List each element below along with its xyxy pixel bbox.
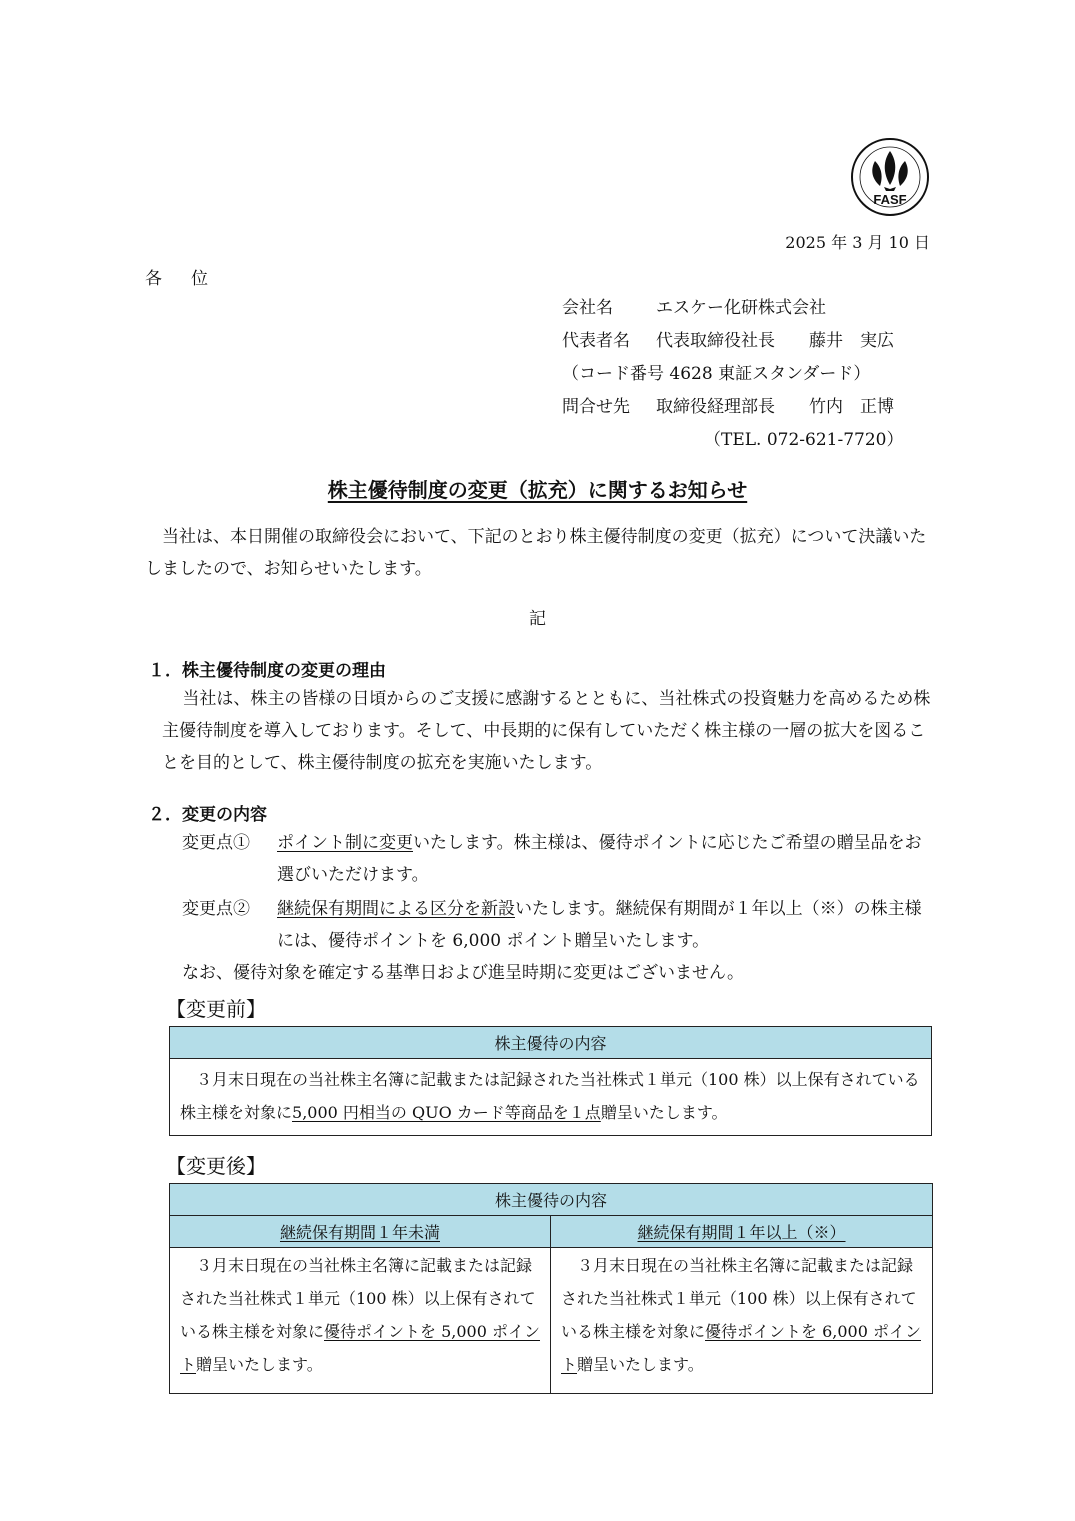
addressee: 各 位 [145,269,214,289]
after-table-header: 株主優待の内容 [170,1184,933,1216]
representative-label: 代表者名 [562,331,630,351]
change2-text: いたします。継続保有期間が１年以上（※）の株主様には、優待ポイントを 6,000 ポイント贈呈いたします。 [277,899,922,951]
contact-tel: （TEL. 072-621-7720） [704,430,904,450]
after-label: 【変更後】 [166,1154,266,1178]
section2-heading: ２．変更の内容 [148,805,267,825]
col1-header-text: 継続保有期間１年未満 [279,1223,440,1242]
logo-text: FASF [873,192,907,207]
issue-date: 2025 年 3 月 10 日 [785,233,930,252]
intro-text: 当社は、本日開催の取締役会において、下記のとおり株主優待制度の変更（拡充）について決議いたしましたので、お知らせいたします。 [145,527,927,579]
before-table-header: 株主優待の内容 [170,1027,932,1059]
after-col2-header [551,1216,933,1248]
col2-text-post: 贈呈いたします。 [577,1355,704,1374]
before-table-cell [170,1059,932,1136]
change2-label: 変更点② [182,899,250,919]
change1-text: いたします。株主様は、優待ポイントに応じたご希望の贈呈品をお選びいただけます。 [277,833,922,885]
company-name: エスケー化研株式会社 [656,298,826,318]
ki-mark: 記 [529,609,546,629]
col2-header-text: 継続保有期間１年以上（※） [637,1223,846,1242]
after-table [169,1183,933,1394]
section1-text: 当社は、株主の皆様の日頃からのご支援に感謝するとともに、当社株式の投資魅力を高めるため株主優待制度を導入しております。そして、中長期的に保有していただく株主様の一層の拡大を図ることを目的として、株主優待制度の拡充を実施いたします。 [162,689,931,773]
contact-person: 取締役経理部長 竹内 正博 [656,397,894,417]
contact-label: 問合せ先 [562,397,630,417]
before-table [169,1026,932,1136]
col1-text-post: 贈呈いたします。 [196,1355,323,1374]
after-col2-cell [551,1248,933,1394]
col1-text-pre: ３月末日現在の当社株主名簿に記載または記録された当社株式１単元（100 株）以上保有されている株主様を対象に [180,1256,536,1341]
representative: 代表取締役社長 藤井 実広 [656,331,894,351]
note-text: なお、優待対象を確定する基準日および進呈時期に変更はございません。 [182,963,745,983]
col1-highlight: 優待ポイントを 5,000 ポイント [180,1322,540,1374]
after-col1-cell [170,1248,551,1394]
after-col1-header [170,1216,551,1248]
before-highlight: 5,000 円相当の QUO カード等商品を１点 [292,1103,601,1122]
fasf-logo [850,137,930,217]
before-text-post: 贈呈いたします。 [600,1103,728,1122]
col2-text-pre: ３月末日現在の当社株主名簿に記載または記録された当社株式１単元（100 株）以上保有されている株主様を対象に [561,1256,917,1341]
page-title: 株主優待制度の変更（拡充）に関するお知らせ [327,478,748,502]
change1-label: 変更点① [182,833,250,853]
col2-highlight: 優待ポイントを 6,000 ポイント [561,1322,921,1374]
before-text-pre: ３月末日現在の当社株主名簿に記載または記録された当社株式１単元（100 株）以上保有されている株主様を対象に [180,1070,920,1122]
company-info [562,292,922,457]
intro-paragraph [145,521,935,585]
company-name-label: 会社名 [562,298,613,318]
change2-highlight: 継続保有期間による区分を新設 [277,899,515,919]
before-label: 【変更前】 [166,997,266,1021]
section1-body [162,683,937,779]
stock-code: （コード番号 4628 東証スタンダード） [562,364,871,384]
section1-heading: １．株主優待制度の変更の理由 [148,661,386,681]
change1-highlight: ポイント制に変更 [277,833,413,853]
